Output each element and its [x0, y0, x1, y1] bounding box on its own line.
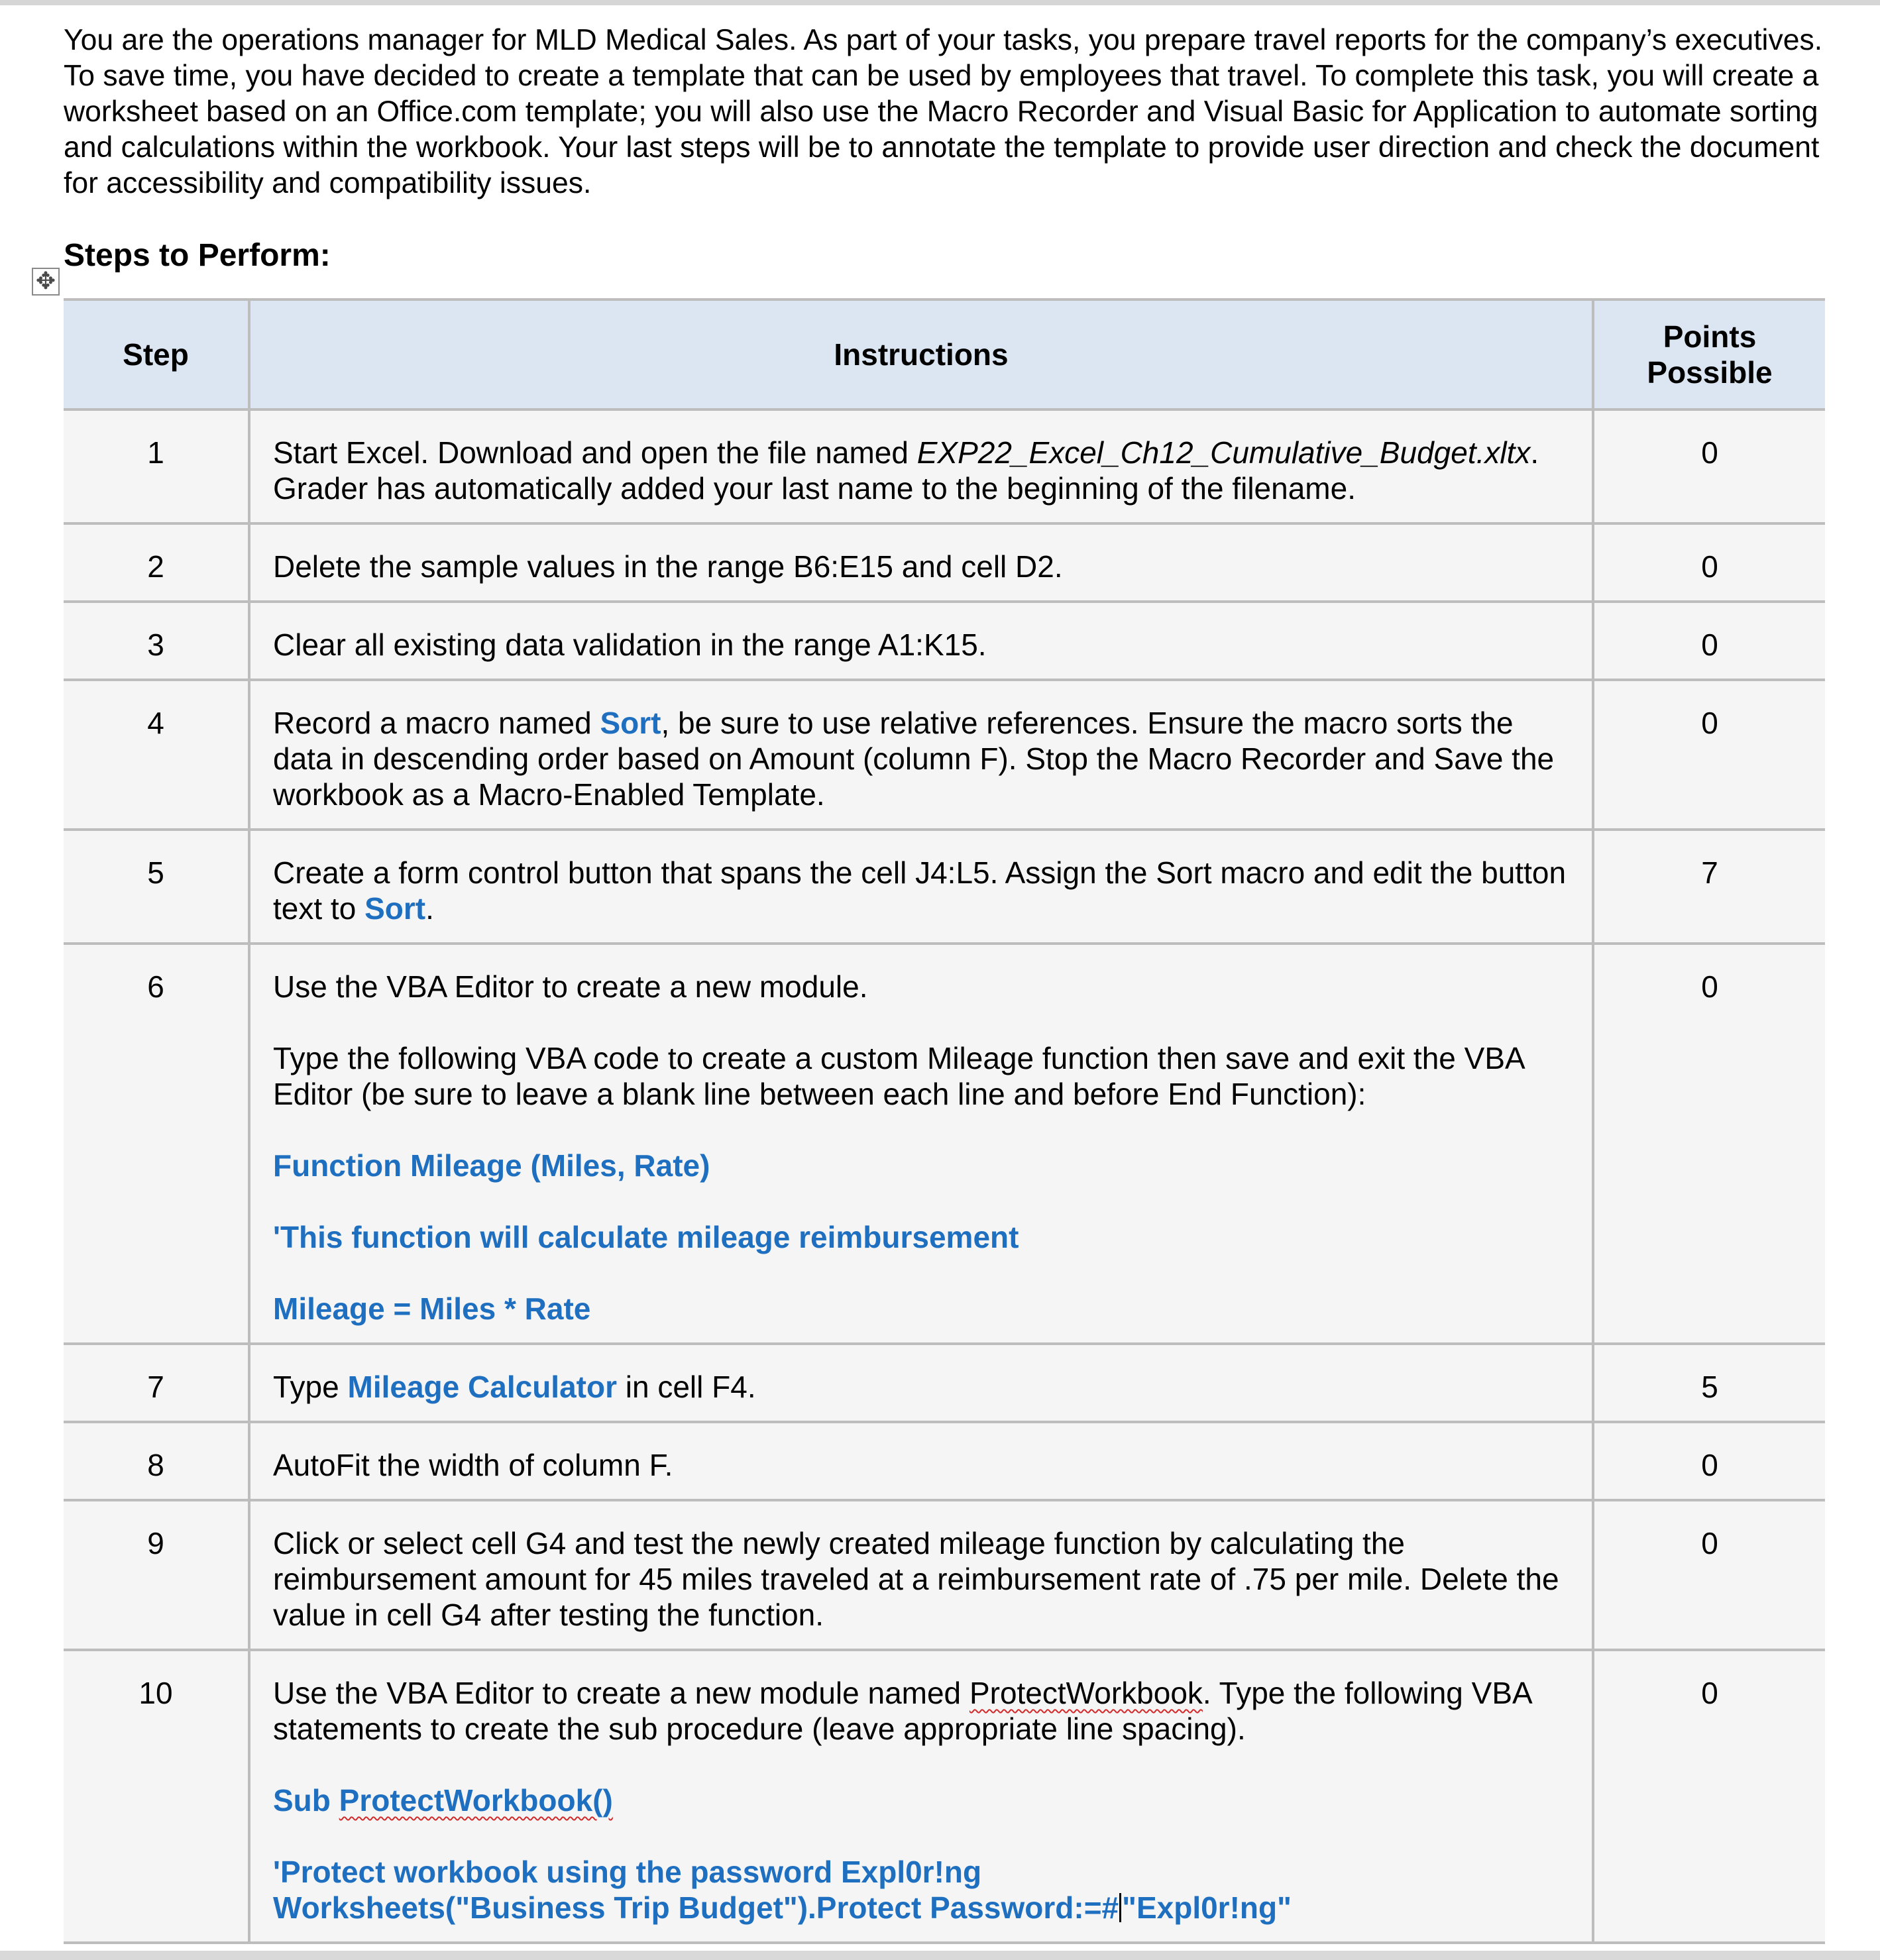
header-instructions: Instructions [249, 299, 1593, 409]
top-rule [0, 0, 1880, 5]
points-value: 0 [1593, 602, 1825, 680]
instruction-text: . Grader has automatically added your last name to the beginning of the filename. [273, 435, 1539, 506]
text-cursor [1119, 1893, 1121, 1922]
instruction-text: Delete the sample values in the range B6:E15 and cell D2. [273, 549, 1063, 584]
instruction-cell [249, 830, 1593, 944]
instruction-cell [249, 1650, 1593, 1943]
table-row [64, 409, 1825, 523]
instruction-cell [249, 523, 1593, 602]
instruction-cell [249, 409, 1593, 523]
misspelled-word: ProtectWorkbook [969, 1676, 1203, 1710]
points-value: 0 [1593, 944, 1825, 1344]
instruction-text: in cell F4. [616, 1370, 756, 1404]
instruction-cell [249, 1500, 1593, 1650]
misspelled-word: ProtectWorkbook() [339, 1783, 613, 1818]
table-row [64, 602, 1825, 680]
code-line: Sub [273, 1783, 339, 1818]
points-value: 0 [1593, 1650, 1825, 1943]
instruction-text: Click or select cell G4 and test the newly created mileage function by calculating the reimbursement amount for 45 miles traveled at a reimbursement rate of .75 per mile. Delete the value in cell G4 after testing the function. [273, 1526, 1559, 1632]
instruction-text: Type [273, 1370, 348, 1404]
file-name: EXP22_Excel_Ch12_Cumulative_Budget.xltx [916, 435, 1531, 470]
table-row [64, 1650, 1825, 1943]
table-row [64, 523, 1825, 602]
points-value: 0 [1593, 1422, 1825, 1500]
instruction-text: . [425, 891, 434, 926]
step-number: 2 [64, 523, 249, 602]
code-line: 'This function will calculate mileage reimbursement [273, 1220, 1019, 1254]
instruction-text: AutoFit the width of column F. [273, 1448, 673, 1482]
highlight-text: Sort [364, 891, 426, 926]
points-value: 0 [1593, 680, 1825, 830]
points-value: 5 [1593, 1344, 1825, 1422]
steps-heading: Steps to Perform: [64, 238, 331, 273]
instruction-text: Use the VBA Editor to create a new module named [273, 1676, 969, 1710]
step-number: 4 [64, 680, 249, 830]
step-number: 6 [64, 944, 249, 1344]
steps-table [64, 298, 1825, 1944]
code-line: 'Protect workbook using the password Expl0r!ng [273, 1855, 982, 1889]
step-number: 7 [64, 1344, 249, 1422]
header-step: Step [64, 299, 249, 409]
instruction-cell [249, 680, 1593, 830]
highlight-text: Mileage Calculator [347, 1370, 617, 1404]
instruction-text: Create a form control button that spans the cell J4:L5. Assign the Sort macro and edit the button text to [273, 855, 1567, 926]
move-handle-icon[interactable]: ✥ [32, 268, 60, 296]
table-row [64, 680, 1825, 830]
step-number: 5 [64, 830, 249, 944]
header-row [64, 299, 1825, 409]
instruction-cell [249, 1344, 1593, 1422]
code-line: Mileage = Miles * Rate [273, 1291, 591, 1326]
code-line: "Expl0r!ng" [1122, 1890, 1292, 1925]
points-value: 7 [1593, 830, 1825, 944]
points-value: 0 [1593, 523, 1825, 602]
instruction-text: , be sure to use relative references. Ensure the macro sorts the data in descending order based on Amount (column F). Stop the Macro Recorder and Save the workbook as a Macro-Enabled Template. [273, 706, 1555, 812]
table-row [64, 830, 1825, 944]
highlight-text: Sort [600, 706, 661, 740]
instruction-text: Type the following VBA code to create a custom Mileage function then save and exit the VBA Editor (be sure to leave a blank line between each line and before End Function): [273, 1041, 1524, 1111]
table-row [64, 944, 1825, 1344]
instruction-cell [249, 602, 1593, 680]
code-line: Worksheets("Business Trip Budget").Protect Password:=# [273, 1890, 1119, 1925]
bottom-rule [0, 1951, 1880, 1960]
step-number: 3 [64, 602, 249, 680]
intro-paragraph: You are the operations manager for MLD Medical Sales. As part of your tasks, you prepare travel reports for the company’s executives. To save time, you have decided to create a template that can be used by employees that travel. To complete this task, you will create a worksheet based on an Office.com template; you will also use the Macro Recorder and Visual Basic for Application to automate sorting and calculations within the workbook. Your last steps will be to annotate the template to provide user direction and check the document for accessibility and compatibility issues. [64, 24, 1823, 199]
points-value: 0 [1593, 1500, 1825, 1650]
step-number: 9 [64, 1500, 249, 1650]
instruction-text: Start Excel. Download and open the file named [273, 435, 917, 470]
instruction-cell [249, 1422, 1593, 1500]
instruction-text: Clear all existing data validation in the range A1:K15. [273, 627, 987, 662]
code-line: Function Mileage (Miles, Rate) [273, 1148, 710, 1183]
table-row [64, 1344, 1825, 1422]
points-value: 0 [1593, 409, 1825, 523]
table-row [64, 1422, 1825, 1500]
header-points-possible: Points Possible [1593, 299, 1825, 409]
instruction-cell [249, 944, 1593, 1344]
table-row [64, 1500, 1825, 1650]
instruction-text: . Type the following VBA statements to create the sub procedure (leave appropriate line spacing). [273, 1676, 1531, 1746]
step-number: 8 [64, 1422, 249, 1500]
step-number: 1 [64, 409, 249, 523]
instruction-text: Record a macro named [273, 706, 600, 740]
instruction-text: Use the VBA Editor to create a new module. [273, 969, 868, 1004]
step-number: 10 [64, 1650, 249, 1943]
